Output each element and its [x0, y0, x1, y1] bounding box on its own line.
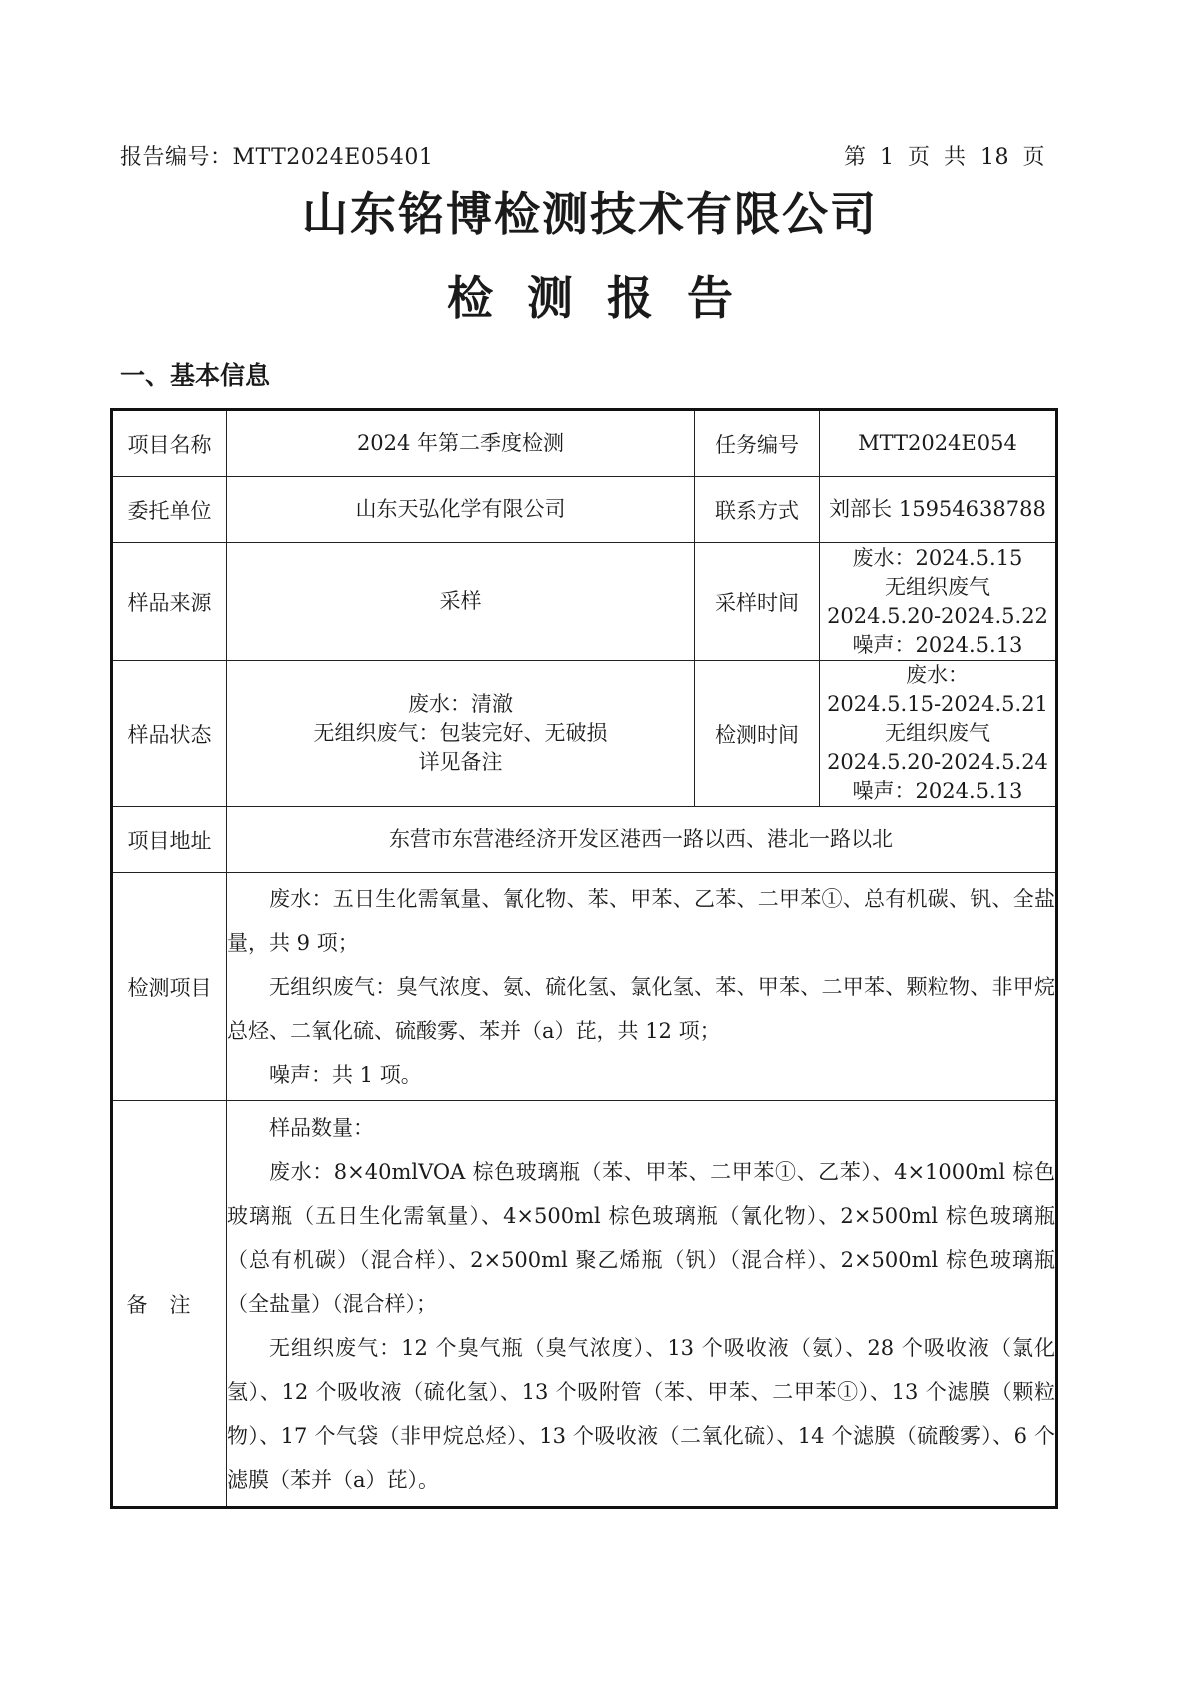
test-time-line: 2024.5.20-2024.5.24: [827, 750, 1048, 774]
sampling-time-label: 采样时间: [695, 543, 820, 661]
notes-value: [227, 1101, 1057, 1508]
notes-paragraph: 样品数量：: [269, 1115, 374, 1140]
company-name: 山东铭博检测技术有限公司: [302, 187, 878, 241]
test-time-line: 噪声：2024.5.13: [852, 779, 1023, 803]
page-number: 第 1 页 共 18 页: [844, 145, 1045, 170]
address-value: 东营市东营港经济开发区港西一路以西、港北一路以北: [227, 807, 1057, 873]
report-header: [120, 140, 1045, 171]
sample-state-value: [227, 661, 695, 807]
row-notes: [112, 1101, 1057, 1508]
basic-info-table: [110, 408, 1058, 1509]
notes-label: 备注: [112, 1101, 227, 1508]
sampling-time-line: 2024.5.20-2024.5.22: [827, 603, 1048, 628]
notes-paragraph: 废水：8×40mlVOA 棕色玻璃瓶（苯、甲苯、二甲苯①、乙苯）、4×1000ml 棕色玻璃瓶（五日生化需氧量）、4×500ml 棕色玻璃瓶（氰化物）、2×500ml 棕色玻璃瓶（总有机碳）（混合样）、2×500ml 聚乙烯瓶（钒）（混合样）、2×500ml 棕色玻璃瓶（全盐量）（混合样）；: [227, 1159, 1055, 1316]
client-label: 委托单位: [112, 477, 227, 543]
task-number-label: 任务编号: [695, 410, 820, 477]
contact-value: 刘部长 15954638788: [820, 477, 1057, 543]
sample-source-label: 样品来源: [112, 543, 227, 661]
sampling-time-line: 噪声：2024.5.13: [852, 632, 1023, 657]
contact-label: 联系方式: [695, 477, 820, 543]
notes-paragraph: 无组织废气：12 个臭气瓶（臭气浓度）、13 个吸收液（氨）、28 个吸收液（氯化氢）、12 个吸收液（硫化氢）、13 个吸附管（苯、甲苯、二甲苯①）、13 个滤膜（颗粒物）、17 个气袋（非甲烷总烃）、13 个吸收液（二氧化硫）、14 个滤膜（硫酸雾）、6 个滤膜（苯并（a）芘）。: [227, 1335, 1055, 1492]
test-time-line: 废水：: [906, 663, 969, 687]
row-project: [112, 410, 1057, 477]
test-items-paragraph: 无组织废气：臭气浓度、氨、硫化氢、氯化氢、苯、甲苯、二甲苯、颗粒物、非甲烷总烃、二氧化硫、硫酸雾、苯并（a）芘，共 12 项；: [227, 974, 1055, 1043]
task-number-value: MTT2024E054: [820, 410, 1057, 477]
row-client: [112, 477, 1057, 543]
row-test-items: [112, 873, 1057, 1101]
test-items-value: [227, 873, 1057, 1101]
test-time-line: 2024.5.15-2024.5.21: [827, 692, 1048, 716]
sampling-time-value: [820, 543, 1057, 661]
address-label: 项目地址: [112, 807, 227, 873]
section-title: 一、基本信息: [120, 361, 271, 390]
document-title: 检测报告: [447, 271, 767, 325]
test-items-paragraph: 废水：五日生化需氧量、氰化物、苯、甲苯、乙苯、二甲苯①、总有机碳、钒、全盐量，共 9 项；: [227, 886, 1055, 955]
row-sample-source: [112, 543, 1057, 661]
sampling-time-line: 无组织废气: [885, 574, 990, 599]
sample-state-line: 废水：清澈: [408, 692, 513, 716]
sample-state-line: 详见备注: [418, 750, 503, 774]
sample-source-value: 采样: [227, 543, 695, 661]
report-number: 报告编号：MTT2024E05401: [120, 145, 434, 170]
project-name-label: 项目名称: [112, 410, 227, 477]
test-time-label: 检测时间: [695, 661, 820, 807]
row-sample-state: [112, 661, 1057, 807]
row-address: [112, 807, 1057, 873]
sampling-time-line: 废水：2024.5.15: [852, 545, 1023, 570]
test-items-paragraph: 噪声：共 1 项。: [269, 1062, 422, 1087]
sample-state-label: 样品状态: [112, 661, 227, 807]
project-name-value: 2024 年第二季度检测: [227, 410, 695, 477]
test-items-label: 检测项目: [112, 873, 227, 1101]
test-time-value: [820, 661, 1057, 807]
client-value: 山东天弘化学有限公司: [227, 477, 695, 543]
test-time-line: 无组织废气: [885, 721, 990, 745]
sample-state-line: 无组织废气：包装完好、无破损: [313, 721, 608, 745]
